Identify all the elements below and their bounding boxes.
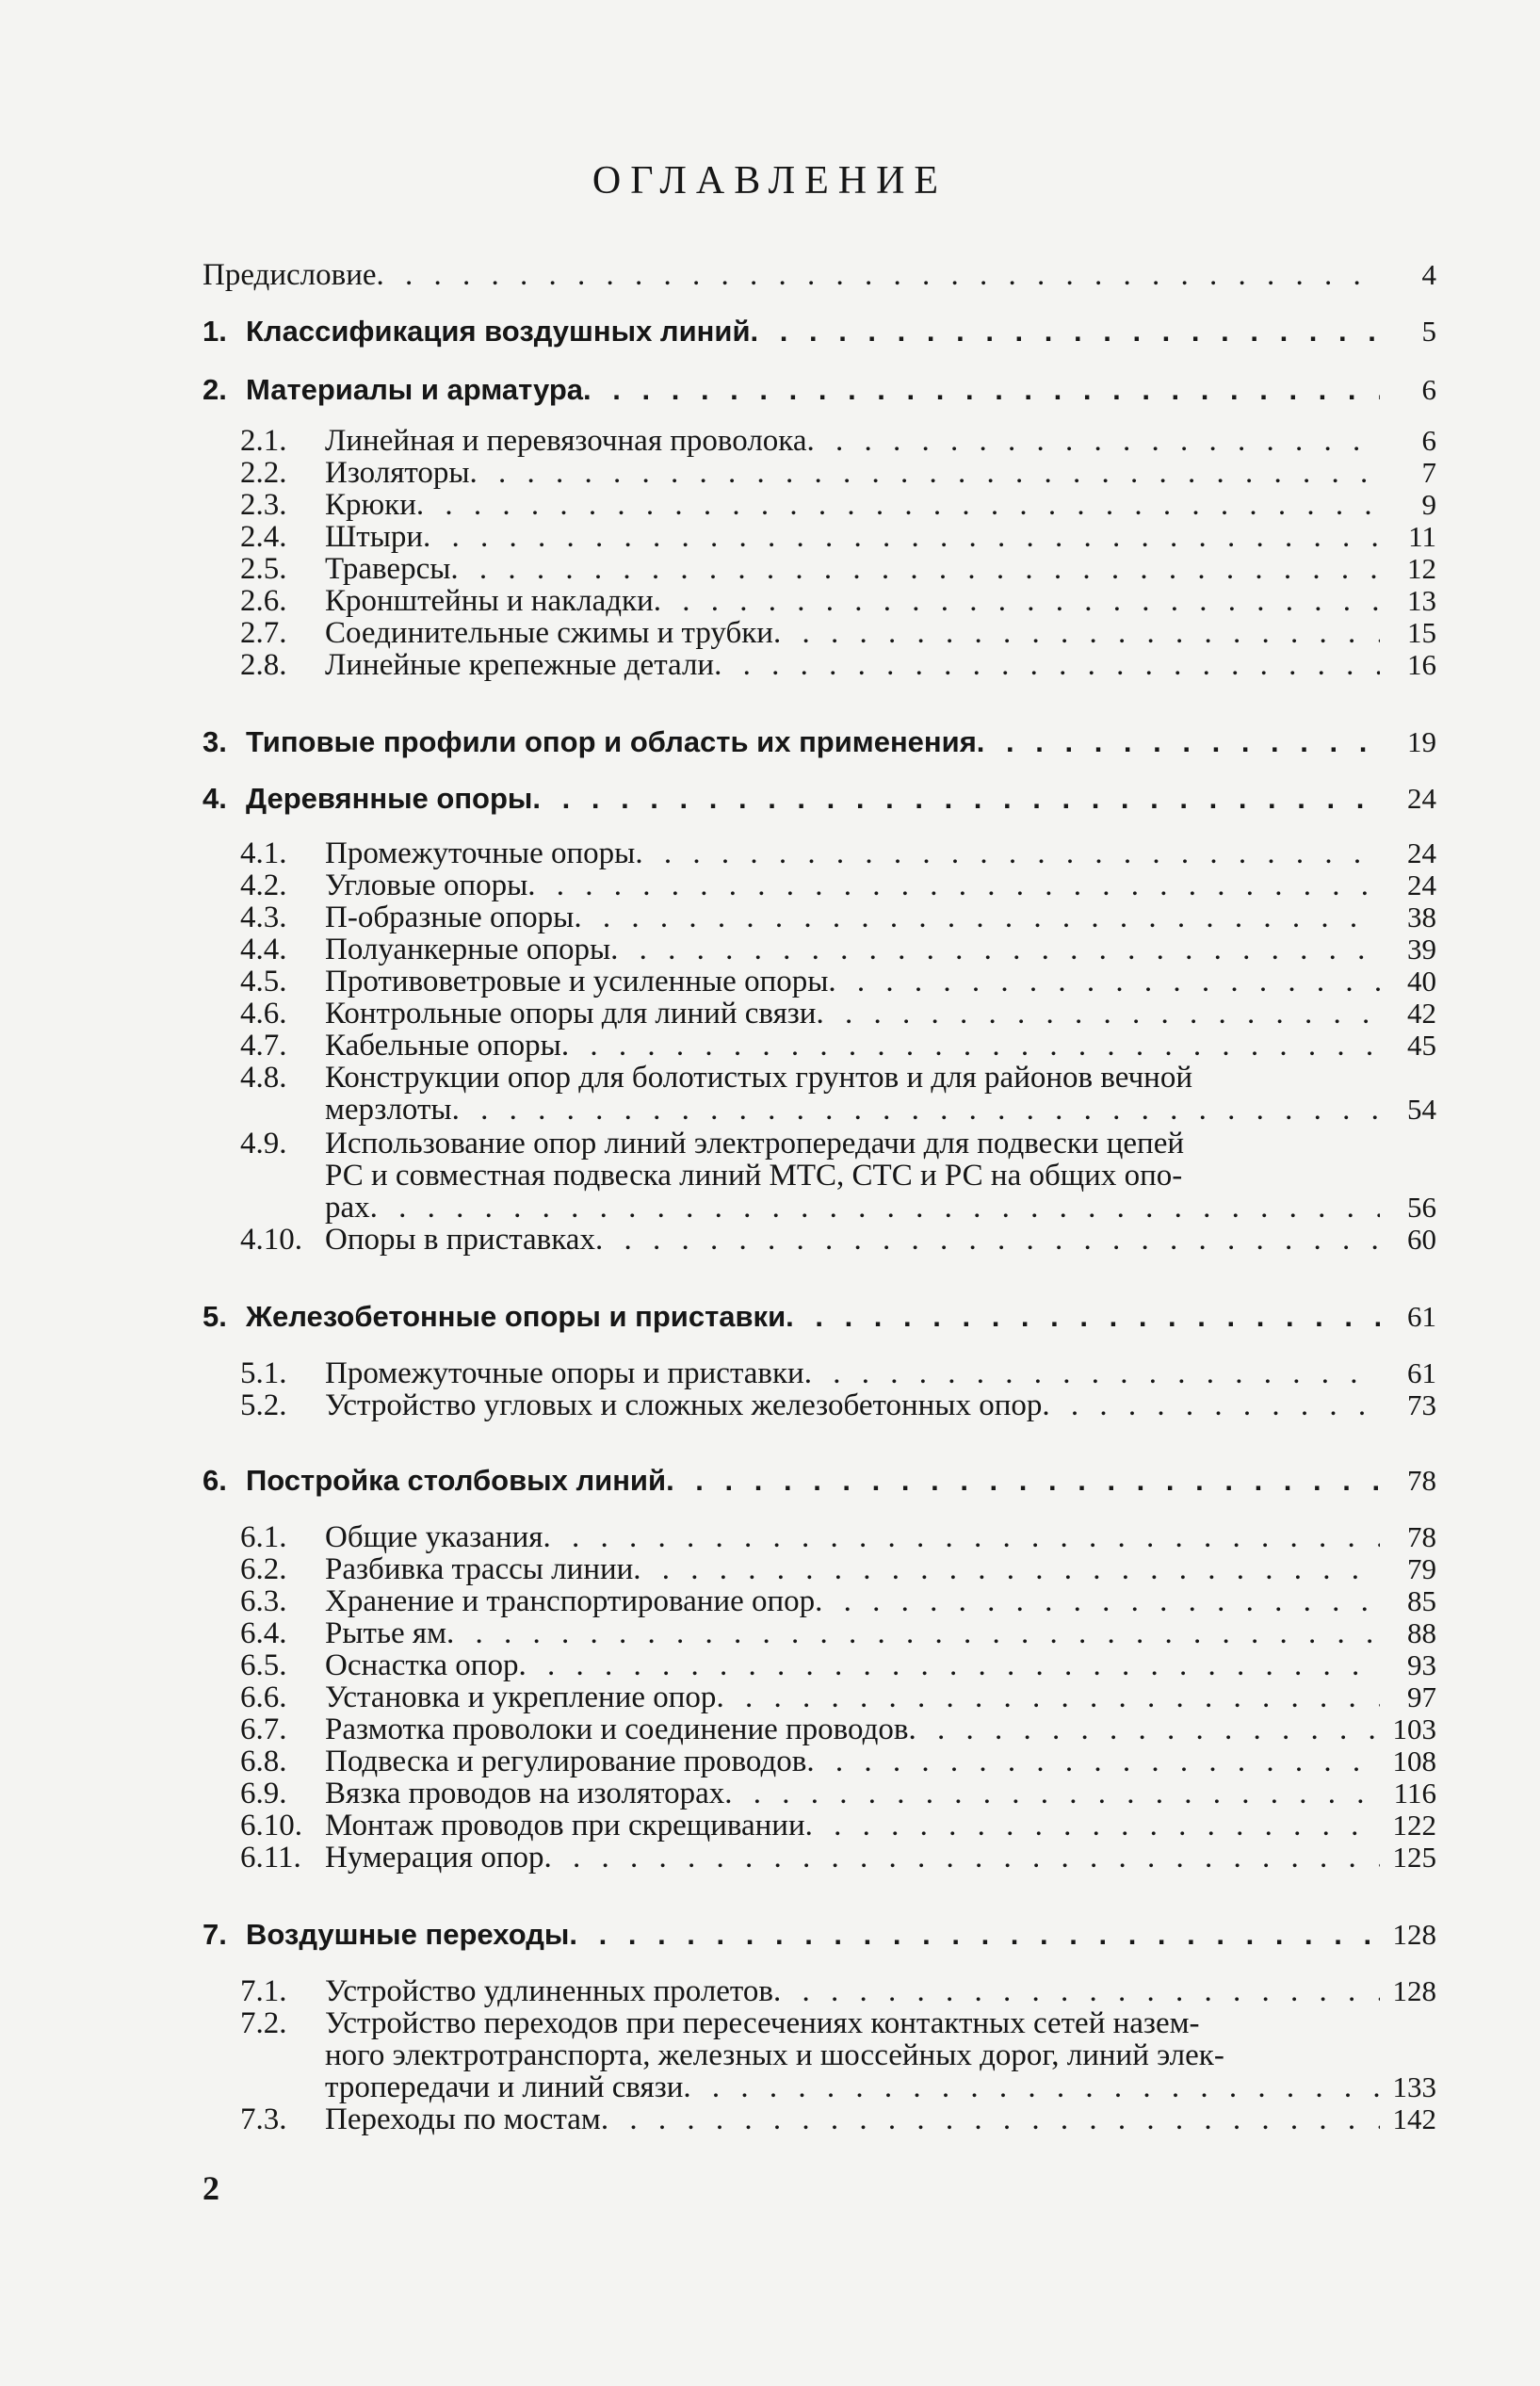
toc-page-number: 40 xyxy=(1407,965,1436,998)
toc-label: Использование опор линий электропередачи для подвески цепей xyxy=(325,1127,1184,1161)
toc-page-number: 78 xyxy=(1407,1520,1436,1553)
toc-entry-row xyxy=(240,646,1436,684)
dot-leader xyxy=(751,313,1380,350)
toc-page-number: 5 xyxy=(1421,315,1436,348)
toc-number: 2. xyxy=(203,373,227,406)
toc-number: 5.2. xyxy=(240,1388,287,1422)
toc-label: Размотка проволоки и соединение проводов xyxy=(325,1712,909,1746)
toc-page-number: 97 xyxy=(1407,1680,1436,1713)
toc-page-number: 15 xyxy=(1407,616,1436,649)
toc-number: 3. xyxy=(203,725,227,758)
toc-number: 5.1. xyxy=(240,1356,287,1390)
toc-label: Воздушные переходы xyxy=(246,1918,570,1951)
toc-page-number: 4 xyxy=(1421,258,1436,291)
dot-leader xyxy=(377,256,1381,294)
page-title: ОГЛАВЛЕНИЕ xyxy=(592,159,948,203)
toc-number: 2.3. xyxy=(240,488,287,522)
toc-number: 6.4. xyxy=(240,1616,287,1650)
toc-label: Переходы по мостам xyxy=(325,2102,601,2136)
toc-label: Контрольные опоры для линий связи xyxy=(325,997,817,1031)
toc-chapter-row xyxy=(203,1916,1436,1954)
toc-number: 1. xyxy=(203,315,227,348)
toc-label: П-образные опоры xyxy=(325,901,575,934)
toc-label: Соединительные сжимы и трубки xyxy=(325,616,773,650)
toc-number: 5. xyxy=(203,1300,227,1333)
toc-label: Опоры в приставках xyxy=(325,1223,595,1257)
toc-page-number: 60 xyxy=(1407,1223,1436,1256)
toc-page-number: 24 xyxy=(1407,868,1436,901)
dot-leader xyxy=(601,2101,1380,2138)
toc-label: Разбивка трассы линии xyxy=(325,1552,634,1586)
toc-label: Изоляторы xyxy=(325,456,470,490)
toc-number: 7.3. xyxy=(240,2102,287,2136)
toc-page-number: 73 xyxy=(1407,1388,1436,1421)
toc-page-number: 61 xyxy=(1407,1356,1436,1389)
toc-label: Вязка проводов на изоляторах xyxy=(325,1777,725,1810)
toc-page-number: 93 xyxy=(1407,1648,1436,1681)
toc-label: Конструкции опор для болотистых грунтов и для районов вечной xyxy=(325,1061,1192,1095)
toc-chapter-row xyxy=(203,313,1436,350)
toc-chapter-row xyxy=(203,723,1436,761)
toc-label: Деревянные опоры xyxy=(246,782,533,815)
toc-number: 6.6. xyxy=(240,1680,287,1714)
toc-label: Траверсы xyxy=(325,552,451,586)
toc-number: 2.2. xyxy=(240,456,287,490)
toc-label: Материалы и арматура xyxy=(246,373,584,406)
toc-page-number: 6 xyxy=(1421,373,1436,406)
toc-label: Общие указания xyxy=(325,1520,543,1554)
toc-label: ного электротранспорта, железных и шоссейных дорог, линий элек- xyxy=(325,2038,1224,2072)
dot-leader xyxy=(595,1221,1380,1258)
toc-page-number: 56 xyxy=(1407,1191,1436,1224)
toc-number: 7. xyxy=(203,1918,227,1951)
toc-label: Нумерация опор xyxy=(325,1841,544,1875)
toc-page-number: 103 xyxy=(1392,1712,1436,1745)
toc-page-number: 128 xyxy=(1392,1918,1436,1951)
toc-number: 2.1. xyxy=(240,424,287,458)
toc-number: 6.8. xyxy=(240,1745,287,1778)
toc-number: 6.2. xyxy=(240,1552,287,1586)
toc-page-number: 54 xyxy=(1407,1093,1436,1126)
toc-number: 6.10. xyxy=(240,1809,302,1842)
toc-label: Устройство угловых и сложных железобетонных опор xyxy=(325,1388,1043,1422)
toc-number: 4.5. xyxy=(240,965,287,998)
toc-number: 6.9. xyxy=(240,1777,287,1810)
toc-entry-row xyxy=(240,1221,1436,1258)
toc-page-number: 6 xyxy=(1421,424,1436,457)
dot-leader xyxy=(452,1091,1380,1128)
toc-number: 4.1. xyxy=(240,836,287,870)
toc-page-number: 125 xyxy=(1392,1841,1436,1874)
toc-chapter-row xyxy=(203,371,1436,409)
toc-label: Кабельные опоры xyxy=(325,1029,561,1063)
toc-label: Крюки xyxy=(325,488,416,522)
toc-page-number: 79 xyxy=(1407,1552,1436,1585)
toc-number: 4.4. xyxy=(240,933,287,966)
toc-page-number: 11 xyxy=(1408,520,1436,553)
toc-label: Угловые опоры xyxy=(325,868,528,902)
toc-page-number: 16 xyxy=(1407,648,1436,681)
dot-leader xyxy=(977,723,1380,761)
toc-page-number: 85 xyxy=(1407,1584,1436,1617)
toc-number: 2.8. xyxy=(240,648,287,682)
toc-label: Монтаж проводов при скрещивании xyxy=(325,1809,805,1842)
toc-entry-row xyxy=(325,1091,1436,1128)
toc-page-number: 13 xyxy=(1407,584,1436,617)
toc-page-number: 39 xyxy=(1407,933,1436,966)
toc-number: 6.7. xyxy=(240,1712,287,1746)
toc-page-number: 88 xyxy=(1407,1616,1436,1649)
toc-label: Постройка столбовых линий xyxy=(246,1464,667,1497)
toc-chapter-row xyxy=(203,1298,1436,1336)
toc-entry-row xyxy=(240,1387,1436,1424)
toc-label: Предисловие xyxy=(203,258,377,292)
toc-number: 2.5. xyxy=(240,552,287,586)
toc-label: Противоветровые и усиленные опоры xyxy=(325,965,829,998)
toc-entry-row xyxy=(240,2101,1436,2138)
dot-leader xyxy=(532,780,1380,818)
toc-chapter-row xyxy=(203,780,1436,818)
toc-number: 4.6. xyxy=(240,997,287,1031)
toc-number: 7.2. xyxy=(240,2006,287,2040)
toc-number: 2.4. xyxy=(240,520,287,554)
toc-page-number: 38 xyxy=(1407,901,1436,933)
toc-label: Устройство переходов при пересечениях контактных сетей назем- xyxy=(325,2006,1200,2040)
toc-number: 2.7. xyxy=(240,616,287,650)
toc-label: Хранение и транспортирование опор xyxy=(325,1584,816,1618)
toc-page-number: 9 xyxy=(1421,488,1436,521)
toc-number: 4.2. xyxy=(240,868,287,902)
dot-leader xyxy=(543,1839,1380,1876)
toc-label: РС и совместная подвеска линий МТС, СТС и РС на общих опо- xyxy=(325,1159,1183,1193)
toc-label: Промежуточные опоры и приставки xyxy=(325,1356,804,1390)
toc-number: 6.11. xyxy=(240,1841,301,1875)
toc-page-number: 19 xyxy=(1407,725,1436,758)
toc-page-number: 24 xyxy=(1407,782,1436,815)
toc-number: 4.7. xyxy=(240,1029,287,1063)
toc-label: Подвеска и регулирование проводов xyxy=(325,1745,807,1778)
toc-label: Устройство удлиненных пролетов xyxy=(325,1974,774,2008)
toc-label: Штыри xyxy=(325,520,424,554)
toc-label: Установка и укрепление опор xyxy=(325,1680,717,1714)
toc-page-number: 7 xyxy=(1421,456,1436,489)
toc-label: рах xyxy=(325,1191,370,1225)
toc-number: 6.3. xyxy=(240,1584,287,1618)
toc-number: 4.10. xyxy=(240,1223,302,1257)
dot-leader xyxy=(666,1462,1380,1500)
toc-page-number: 133 xyxy=(1392,2070,1436,2103)
toc-label: тропередачи и линий связи xyxy=(325,2070,684,2104)
toc-number: 2.6. xyxy=(240,584,287,618)
toc-page-number: 12 xyxy=(1407,552,1436,585)
toc-label: Типовые профили опор и область их применения xyxy=(246,725,977,758)
toc-page-number: 42 xyxy=(1407,997,1436,1030)
toc-label: Линейная и перевязочная проволока xyxy=(325,424,807,458)
toc-label: Полуанкерные опоры xyxy=(325,933,611,966)
toc-label: Железобетонные опоры и приставки xyxy=(246,1300,786,1333)
toc-page-number: 128 xyxy=(1392,1974,1436,2007)
toc-chapter-row xyxy=(203,1462,1436,1500)
toc-page-number: 108 xyxy=(1392,1745,1436,1777)
toc-number: 6.1. xyxy=(240,1520,287,1554)
toc-page-number: 45 xyxy=(1407,1029,1436,1062)
toc-label: мерзлоты xyxy=(325,1093,452,1127)
toc-number: 6.5. xyxy=(240,1648,287,1682)
toc-number: 6. xyxy=(203,1464,227,1497)
toc-label: Промежуточные опоры xyxy=(325,836,636,870)
toc-page-number: 61 xyxy=(1407,1300,1436,1333)
toc-label: Кронштейны и накладки xyxy=(325,584,654,618)
toc-label: Рытье ям xyxy=(325,1616,446,1650)
toc-preface-row xyxy=(203,256,1436,294)
toc-page-number: 142 xyxy=(1392,2102,1436,2135)
toc-page-number: 78 xyxy=(1407,1464,1436,1497)
page-number: 2 xyxy=(203,2169,219,2207)
dot-leader xyxy=(714,646,1380,684)
toc-label: Линейные крепежные детали xyxy=(325,648,715,682)
toc-number: 4.3. xyxy=(240,901,287,934)
toc-label: Оснастка опор xyxy=(325,1648,519,1682)
toc-page-number: 24 xyxy=(1407,836,1436,869)
toc-number: 4.9. xyxy=(240,1127,287,1161)
toc-page-number: 122 xyxy=(1392,1809,1436,1842)
dot-leader xyxy=(786,1298,1380,1336)
dot-leader xyxy=(583,371,1380,409)
dot-leader xyxy=(569,1916,1380,1954)
toc-label: Классификация воздушных линий xyxy=(246,315,751,348)
toc-number: 4.8. xyxy=(240,1061,287,1095)
toc-number: 7.1. xyxy=(240,1974,287,2008)
toc-page-number: 116 xyxy=(1393,1777,1436,1810)
dot-leader xyxy=(1042,1387,1380,1424)
toc-number: 4. xyxy=(203,782,227,815)
toc-entry-row xyxy=(240,1839,1436,1876)
